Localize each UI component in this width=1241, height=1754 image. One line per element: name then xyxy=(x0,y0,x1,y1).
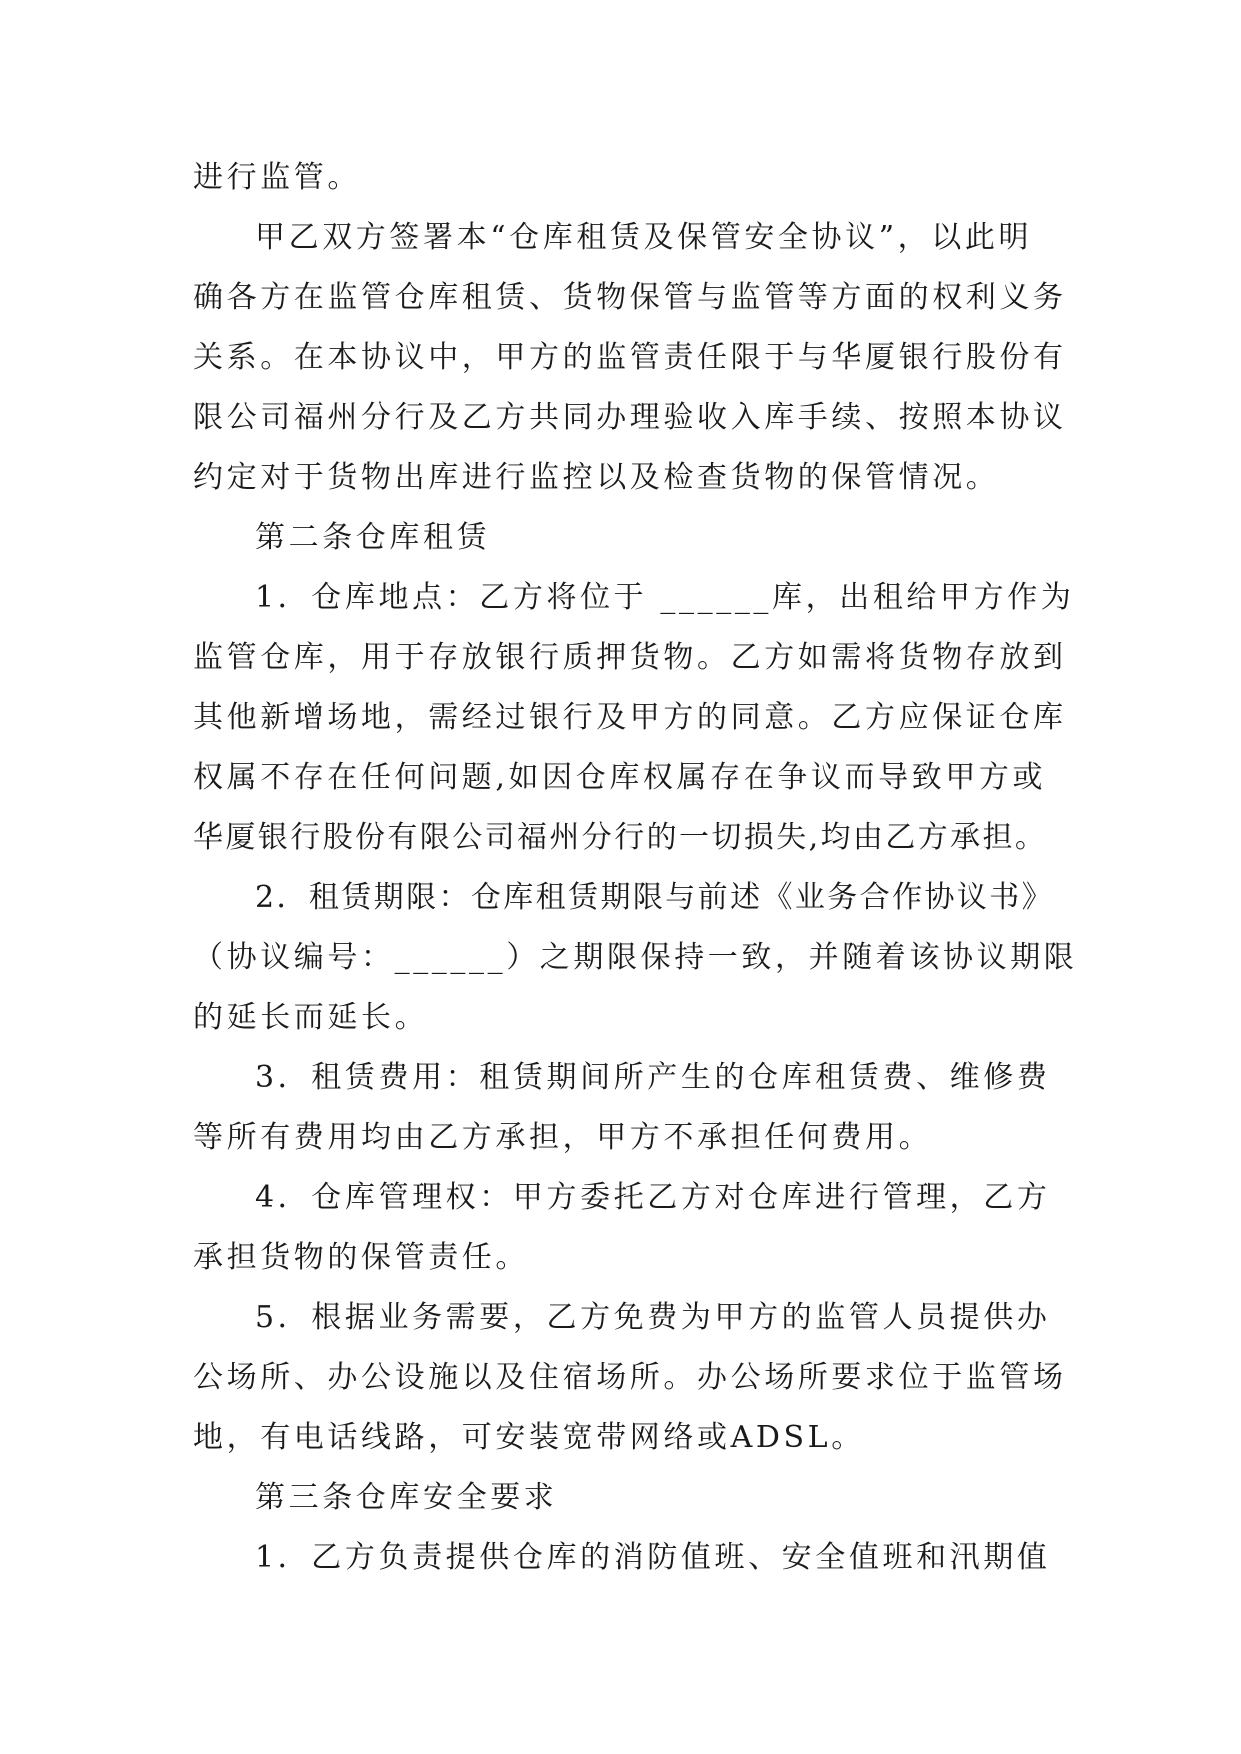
paragraph-line: 限公司福州分行及乙方共同办理验收入库手续、按照本协议 xyxy=(193,400,1067,435)
paragraph-line: 1．仓库地点：乙方将位于 ______库，出租给甲方作为 xyxy=(255,580,1075,615)
paragraph-line: 承担货物的保管责任。 xyxy=(193,1240,529,1275)
paragraph-line: 确各方在监管仓库租赁、货物保管与监管等方面的权利义务 xyxy=(193,280,1067,315)
section-heading: 第二条仓库租赁 xyxy=(255,520,491,555)
document-page xyxy=(193,148,1078,1588)
paragraph-line: 进行监管。 xyxy=(193,160,361,195)
paragraph-line: 2．租赁期限：仓库租赁期限与前述《业务合作协议书》 xyxy=(255,880,1055,915)
paragraph-line: （协议编号：______）之期限保持一致，并随着该协议期限 xyxy=(193,940,1078,975)
paragraph-line: 5．根据业务需要，乙方免费为甲方的监管人员提供办 xyxy=(255,1300,1051,1335)
paragraph-line: 监管仓库，用于存放银行质押货物。乙方如需将货物存放到 xyxy=(193,640,1067,675)
paragraph-line: 3．租赁费用：租赁期间所产生的仓库租赁费、维修费 xyxy=(255,1060,1051,1095)
paragraph-line: 地，有电话线路，可安装宽带网络或ADSL。 xyxy=(193,1420,865,1455)
paragraph-line: 关系。在本协议中，甲方的监管责任限于与华厦银行股份有 xyxy=(193,340,1067,375)
paragraph-line: 华厦银行股份有限公司福州分行的一切损失,均由乙方承担。 xyxy=(193,820,1048,855)
paragraph-line: 甲乙双方签署本“仓库租赁及保管安全协议”，以此明 xyxy=(255,220,1033,255)
paragraph-line: 的延长而延长。 xyxy=(193,1000,429,1035)
paragraph-line: 4．仓库管理权：甲方委托乙方对仓库进行管理，乙方 xyxy=(255,1180,1051,1215)
paragraph-line: 1．乙方负责提供仓库的消防值班、安全值班和汛期值 xyxy=(255,1540,1051,1575)
paragraph-line: 权属不存在任何问题,如因仓库权属存在争议而导致甲方或 xyxy=(193,760,1047,795)
paragraph-line: 公场所、办公设施以及住宿场所。办公场所要求位于监管场 xyxy=(193,1360,1067,1395)
paragraph-line: 约定对于货物出库进行监控以及检查货物的保管情况。 xyxy=(193,460,1000,495)
paragraph-line: 其他新增场地，需经过银行及甲方的同意。乙方应保证仓库 xyxy=(193,700,1067,735)
paragraph-line: 等所有费用均由乙方承担，甲方不承担任何费用。 xyxy=(193,1120,933,1155)
section-heading: 第三条仓库安全要求 xyxy=(255,1480,558,1515)
